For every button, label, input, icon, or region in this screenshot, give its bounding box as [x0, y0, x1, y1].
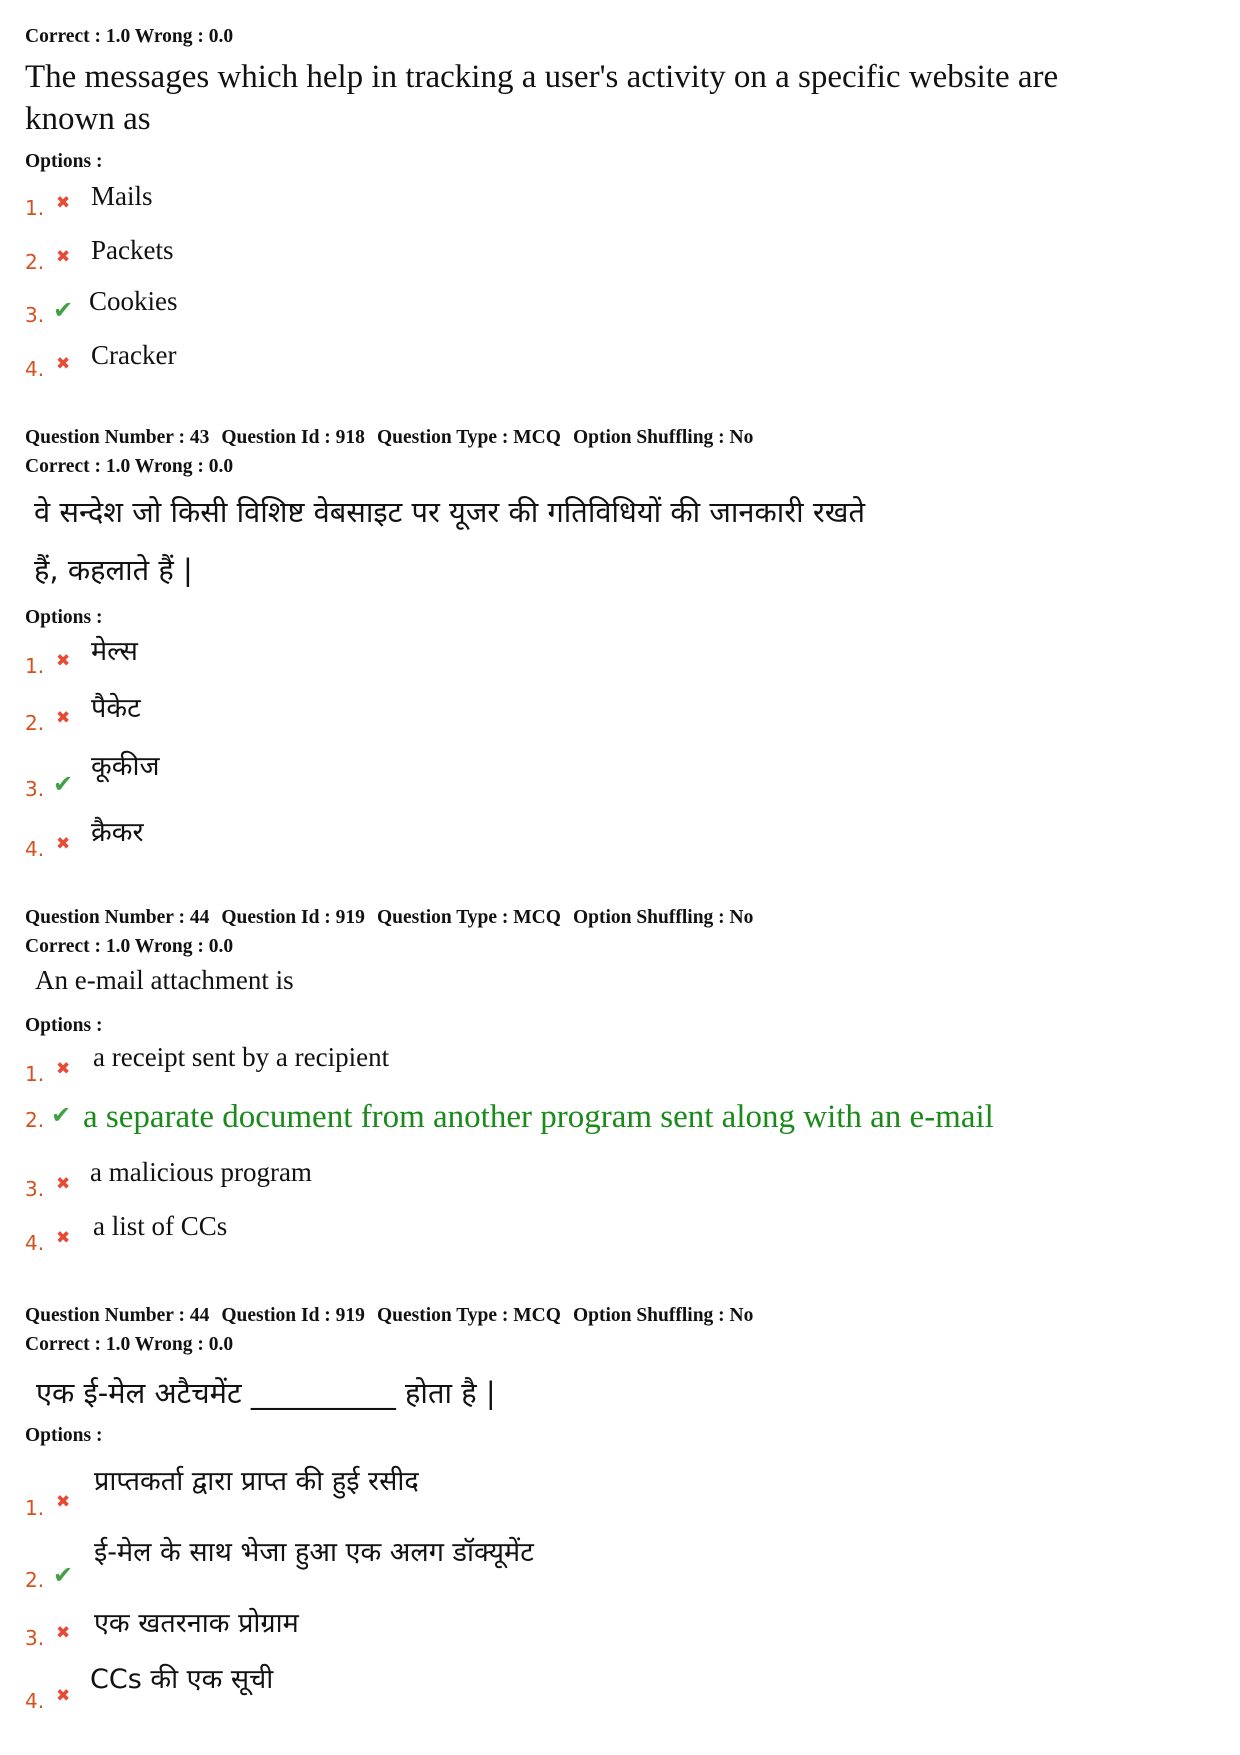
- option-text: a malicious program: [90, 1157, 312, 1187]
- option-shuffling: Option Shuffling : No: [572, 907, 754, 928]
- cross-mark-icon: ✖: [56, 193, 71, 213]
- option-text: a list of CCs: [93, 1211, 228, 1241]
- question-number: Question Number : 44: [25, 1305, 210, 1326]
- cross-mark-icon: ✖: [56, 651, 71, 671]
- cross-mark-icon: ✖: [56, 1623, 71, 1643]
- option-number: 3.: [25, 1626, 45, 1650]
- question-number: Question Number : 44: [25, 907, 210, 928]
- question-text-line: The messages which help in tracking a user's activity on a specific website are: [25, 59, 1059, 95]
- option-text: एक खतरनाक प्रोग्राम: [94, 1608, 299, 1639]
- options-label: Options :: [25, 1425, 103, 1446]
- option-text: ई-मेल के साथ भेजा हुआ एक अलग डॉक्यूमेंट: [94, 1537, 534, 1568]
- option-shuffling: Option Shuffling : No: [572, 427, 754, 448]
- score-line: Correct : 1.0 Wrong : 0.0: [25, 936, 234, 957]
- cross-mark-icon: ✖: [56, 1174, 71, 1194]
- option-number: 3.: [25, 303, 45, 327]
- question-text-line: An e-mail attachment is: [35, 965, 294, 995]
- question-text-line: वे सन्देश जो किसी विशिष्ट वेबसाइट पर यूजर की गतिविधियों की जानकारी रखते: [34, 495, 865, 529]
- cross-mark-icon: ✖: [56, 708, 71, 728]
- option-number: 1.: [25, 1062, 45, 1086]
- option-number: 4.: [25, 1689, 45, 1713]
- option-number: 2.: [25, 1568, 45, 1592]
- question-id: Question Id : 919: [221, 1305, 365, 1326]
- question-text-line: एक ई-मेल अटैचमेंट __________ होता है |: [36, 1376, 496, 1410]
- cross-mark-icon: ✖: [56, 1228, 71, 1248]
- option-number: 4.: [25, 1231, 45, 1255]
- option-text: CCs की एक सूची: [90, 1664, 274, 1695]
- question-id: Question Id : 918: [221, 427, 365, 448]
- score-line: Correct : 1.0 Wrong : 0.0: [25, 1334, 234, 1355]
- correct-option-text: a separate document from another program sent along with an e-mail: [83, 1099, 994, 1135]
- question-meta-line: [25, 906, 753, 930]
- option-number: 3.: [25, 1177, 45, 1201]
- check-mark-icon: ✔: [51, 1101, 72, 1129]
- option-shuffling: Option Shuffling : No: [572, 1305, 754, 1326]
- cross-mark-icon: ✖: [56, 834, 71, 854]
- option-text: पैकेट: [91, 693, 141, 724]
- question-text-line: known as: [25, 101, 151, 137]
- question-type: Question Type : MCQ: [376, 1305, 561, 1326]
- question-text-line: हैं, कहलाते हैं |: [34, 553, 193, 587]
- option-number: 2.: [25, 711, 45, 735]
- options-label: Options :: [25, 1015, 103, 1036]
- cross-mark-icon: ✖: [56, 247, 71, 267]
- cross-mark-icon: ✖: [56, 1059, 71, 1079]
- option-text: Packets: [91, 235, 174, 265]
- check-mark-icon: ✔: [53, 770, 74, 798]
- question-meta-line: [25, 426, 753, 450]
- option-number: 2.: [25, 1108, 45, 1132]
- cross-mark-icon: ✖: [56, 1492, 71, 1512]
- option-text: Cookies: [89, 286, 178, 316]
- option-number: 2.: [25, 250, 45, 274]
- options-label: Options :: [25, 151, 103, 172]
- option-text: प्राप्तकर्ता द्वारा प्राप्त की हुई रसीद: [94, 1466, 419, 1497]
- option-text: कूकीज: [91, 751, 160, 782]
- check-mark-icon: ✔: [53, 296, 74, 324]
- cross-mark-icon: ✖: [56, 1686, 71, 1706]
- option-number: 1.: [25, 196, 45, 220]
- option-text: क्रैकर: [91, 817, 144, 848]
- option-text: a receipt sent by a recipient: [93, 1042, 390, 1072]
- question-id: Question Id : 919: [221, 907, 365, 928]
- option-text: Cracker: [91, 340, 177, 370]
- question-type: Question Type : MCQ: [376, 427, 561, 448]
- question-type: Question Type : MCQ: [376, 907, 561, 928]
- score-line: Correct : 1.0 Wrong : 0.0: [25, 456, 234, 477]
- option-number: 1.: [25, 1496, 45, 1520]
- option-number: 4.: [25, 357, 45, 381]
- cross-mark-icon: ✖: [56, 354, 71, 374]
- option-text: मेल्स: [91, 636, 138, 667]
- check-mark-icon: ✔: [53, 1561, 74, 1589]
- score-line: Correct : 1.0 Wrong : 0.0: [25, 26, 234, 47]
- option-number: 1.: [25, 654, 45, 678]
- option-number: 3.: [25, 777, 45, 801]
- options-label: Options :: [25, 607, 103, 628]
- question-number: Question Number : 43: [25, 427, 210, 448]
- option-text: Mails: [91, 181, 153, 211]
- question-meta-line: [25, 1304, 753, 1328]
- option-number: 4.: [25, 837, 45, 861]
